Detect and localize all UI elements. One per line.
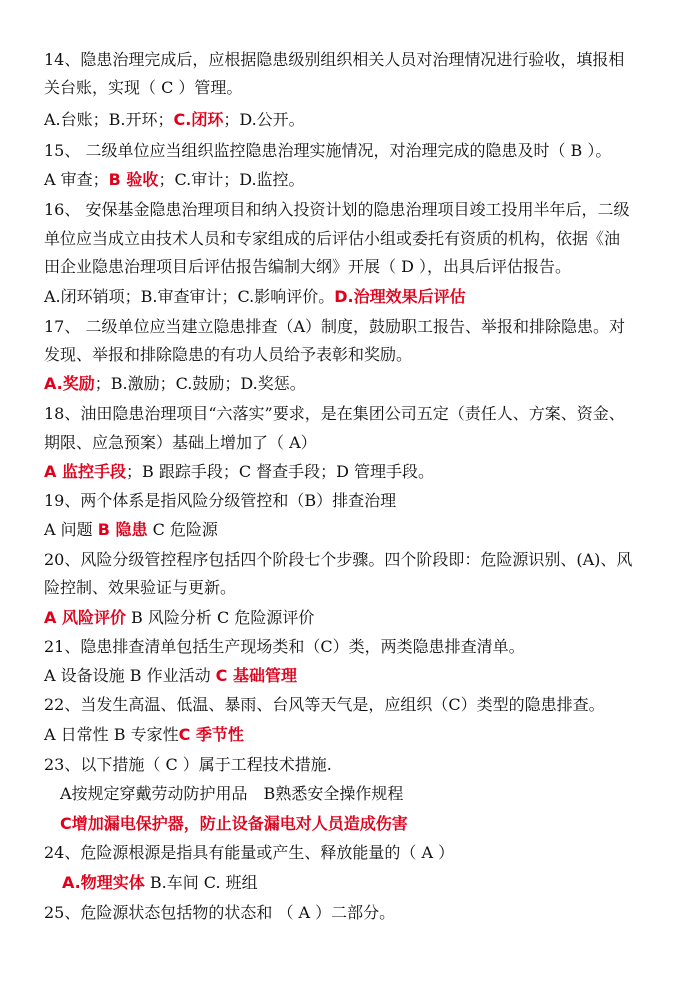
correct-answer: C 季节性 [178, 725, 244, 744]
option-text: B 风险分析 C 危险源评价 [125, 608, 315, 627]
option-text: A按规定穿戴劳动防护用品 B熟悉安全操作规程 [60, 784, 404, 803]
answer-options-line [44, 109, 305, 131]
question-text-line: 单位应当成立由技术人员和专家组成的后评估小组或委托有资质的机构，依据《油 [44, 229, 621, 248]
answer-options-line [44, 169, 305, 191]
question-text-line: 17、 二级单位应当建立隐患排查（A）制度，鼓励职工报告、举报和排除隐患。对 [44, 317, 626, 336]
option-text: A 问题 [44, 520, 98, 539]
question-text-line: 关台账，实现（ C ）管理。 [44, 78, 243, 97]
question-text-line: 发现、举报和排除隐患的有功人员给予表彰和奖励。 [44, 345, 413, 364]
answer-options-line [44, 724, 244, 746]
correct-answer: D.治理效果后评估 [334, 287, 466, 306]
option-text: ；D.公开。 [223, 110, 305, 129]
question-text-line: 19、两个体系是指风险分级管控和（B）排查治理 [44, 491, 397, 510]
option-text: A.台账；B.开环； [44, 110, 174, 129]
question-text-line: 21、隐患排查清单包括生产现场类和（C）类，两类隐患排查清单。 [44, 637, 525, 656]
option-text: ；C.审计；D.监控。 [158, 170, 305, 189]
answer-options-line [44, 607, 314, 629]
answer-options-line [60, 783, 403, 805]
correct-answer: A 风险评价 [44, 608, 126, 627]
option-text: A 审查； [44, 170, 109, 189]
option-text: A.闭环销项；B.审查审计；C.影响评价。 [44, 287, 335, 306]
question-text-line: 23、以下措施（ C ）属于工程技术措施. [44, 755, 332, 774]
question-text-line: 18、油田隐患治理项目“六落实”要求，是在集团公司五定（责任人、方案、资金、 [44, 404, 625, 423]
question-text-line: 22、当发生高温、低温、暴雨、台风等天气是，应组织（C）类型的隐患排查。 [44, 695, 605, 714]
answer-options-line [44, 286, 466, 308]
answer-options-line [60, 813, 408, 835]
correct-answer: A.奖励 [44, 374, 95, 393]
answer-options-line [44, 461, 434, 483]
correct-answer: C增加漏电保护器，防止设备漏电对人员造成伤害 [60, 814, 408, 833]
question-text-line: 期限、应急预案）基础上增加了（ A） [44, 433, 317, 452]
option-text: A 日常性 B 专家性 [44, 725, 179, 744]
correct-answer: B 隐患 [97, 520, 148, 539]
correct-answer: A 监控手段 [44, 462, 126, 481]
question-text-line: 14、隐患治理完成后，应根据隐患级别组织相关人员对治理情况进行验收，填报相 [44, 50, 625, 69]
answer-options-line [44, 665, 297, 687]
question-text-line: 险控制、效果验证与更新。 [44, 578, 237, 597]
question-text-line: 20、风险分级管控程序包括四个阶段七个步骤。四个阶段即：危险源识别、(A)、风 [44, 550, 633, 569]
answer-options-line [62, 872, 258, 894]
question-text-line: 15、 二级单位应当组织监控隐患治理实施情况，对治理完成的隐患及时（ B ）。 [44, 141, 612, 160]
question-text-line: 16、 安保基金隐患治理项目和纳入投资计划的隐患治理项目竣工投用半年后，二级 [44, 200, 630, 219]
question-text-line: 24、危险源根源是指具有能量或产生、释放能量的（ A ） [44, 843, 455, 862]
option-text: ；B.激励；C.鼓励；D.奖惩。 [94, 374, 306, 393]
question-text-line: 田企业隐患治理项目后评估报告编制大纲》开展（ D ），出具后评估报告。 [44, 257, 572, 276]
correct-answer: C.闭环 [173, 110, 224, 129]
option-text: A 设备设施 B 作业活动 [44, 666, 216, 685]
answer-options-line [44, 519, 218, 541]
option-text: C 危险源 [147, 520, 218, 539]
option-text: B.车间 C. 班组 [144, 873, 258, 892]
correct-answer: B 验收 [108, 170, 159, 189]
correct-answer: C 基础管理 [215, 666, 297, 685]
answer-options-line [44, 373, 306, 395]
question-text-line: 25、危险源状态包括物的状态和 （ A ）二部分。 [44, 903, 396, 922]
option-text: ；B 跟踪手段；C 督查手段；D 管理手段。 [125, 462, 435, 481]
correct-answer: A.物理实体 [62, 873, 145, 892]
